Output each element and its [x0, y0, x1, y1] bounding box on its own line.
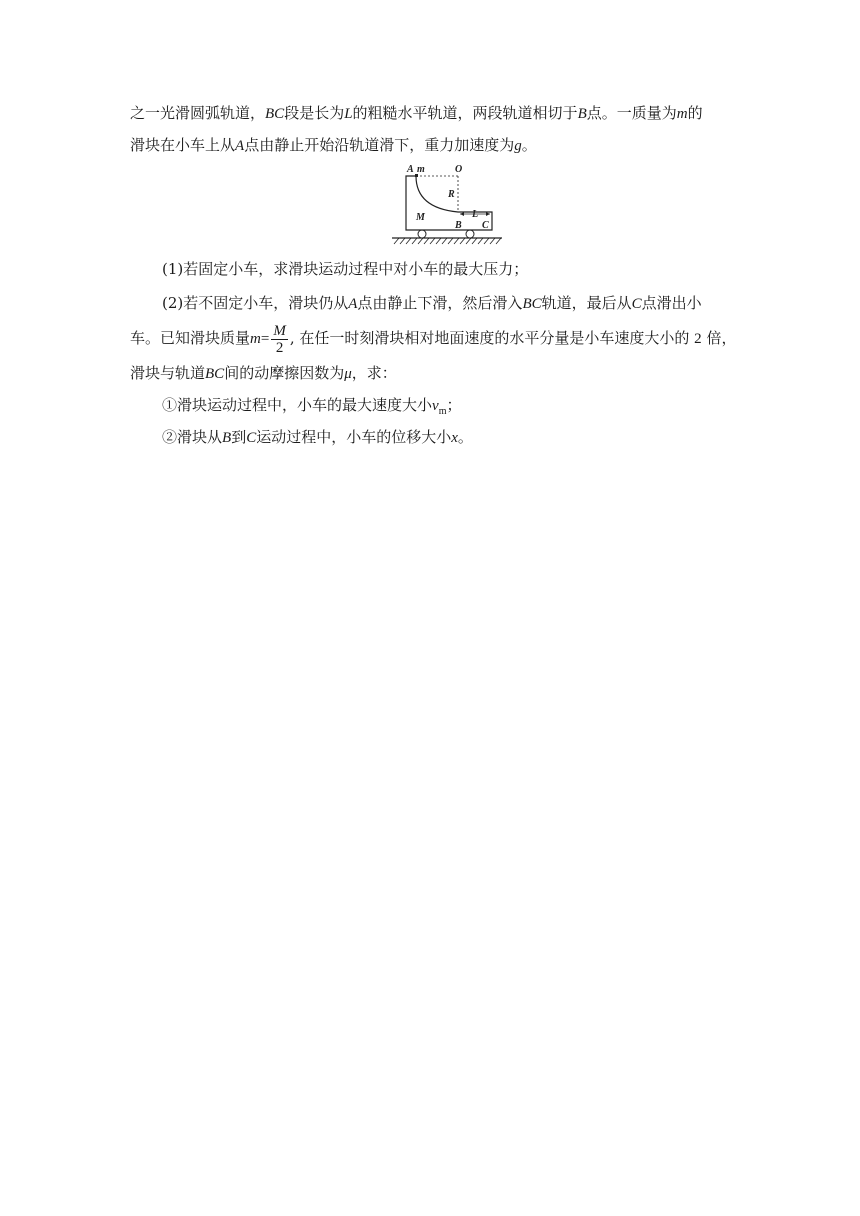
- var-a: A: [235, 138, 245, 154]
- label-a: A: [407, 164, 414, 175]
- label-o: O: [455, 164, 463, 175]
- var-x: x: [451, 430, 458, 446]
- text: 点由静止开始沿轨道滑下，重力加速度为: [244, 136, 515, 154]
- var-mu: μ: [344, 366, 352, 382]
- var-b: B: [577, 106, 587, 122]
- text: , 在任一时刻滑块相对地面速度的水平分量是小车速度大小的: [289, 329, 690, 347]
- wheel-right: [466, 230, 474, 238]
- number-2: 2: [694, 331, 702, 347]
- question-2-line-2: [130, 318, 737, 358]
- label-r: R: [448, 189, 455, 200]
- text: 运动过程中，小车的位移大小: [256, 428, 452, 446]
- label-cart-m: M: [416, 212, 425, 223]
- label-b: B: [455, 220, 462, 231]
- text: ，求：: [351, 364, 397, 382]
- var-c: C: [631, 296, 642, 312]
- text: (1)若固定小车，求滑块运动过程中对小车的最大压力；: [162, 260, 529, 278]
- text: ②滑块从: [162, 428, 223, 446]
- label-c: C: [482, 220, 489, 231]
- fraction-numerator: M: [273, 322, 286, 339]
- text: 滑块与轨道: [130, 364, 206, 382]
- text: 之一光滑圆弧轨道，: [130, 104, 266, 122]
- sub-question-2: [162, 420, 762, 455]
- text: 到: [231, 428, 247, 446]
- text: 的: [687, 104, 703, 122]
- text: 的粗糙水平轨道，两段轨道相切于: [352, 104, 578, 122]
- var-m: m: [250, 331, 261, 347]
- wheel-left: [418, 230, 426, 238]
- text: 。: [521, 136, 537, 154]
- intro-line-2: [130, 128, 730, 163]
- text: 间的动摩擦因数为: [224, 364, 345, 382]
- text: 点由静止下滑，然后滑入: [357, 294, 523, 312]
- ground-hatch: [394, 238, 501, 244]
- text: 。: [457, 428, 473, 446]
- text: 轨道，最后从: [541, 294, 632, 312]
- var-l: L: [344, 106, 353, 122]
- text: 滑块在小车上从: [130, 136, 236, 154]
- var-bc: BC: [205, 366, 225, 382]
- var-g: g: [514, 138, 522, 154]
- question-1: [162, 252, 762, 286]
- fraction-denominator: 2: [275, 339, 284, 356]
- cart-track-diagram: [388, 162, 508, 248]
- var-a: A: [348, 296, 358, 312]
- text: 点滑出小: [641, 294, 702, 312]
- fraction-m-over-2: [271, 323, 288, 356]
- var-c: C: [246, 430, 257, 446]
- var-bc: BC: [522, 296, 542, 312]
- text: 车。已知滑块质量: [130, 329, 251, 347]
- text: 倍，: [706, 329, 737, 347]
- var-bc: BC: [265, 106, 285, 122]
- var-b: B: [222, 430, 232, 446]
- label-l: L: [472, 209, 479, 220]
- label-m: m: [417, 164, 425, 175]
- question-2-line-3: [130, 356, 730, 391]
- subscript-m: m: [438, 406, 447, 417]
- equals-sign: =: [260, 331, 270, 347]
- text: (2)若不固定小车，滑块仍从: [162, 294, 349, 312]
- text: 段是长为: [284, 104, 345, 122]
- var-v: v: [432, 398, 439, 414]
- text: ；: [446, 396, 462, 414]
- text: 点。一质量为: [586, 104, 677, 122]
- text: ①滑块运动过程中，小车的最大速度大小: [162, 396, 433, 414]
- question-2-line-1: [162, 286, 762, 321]
- intro-line-1: [130, 96, 730, 131]
- var-m: m: [676, 106, 688, 122]
